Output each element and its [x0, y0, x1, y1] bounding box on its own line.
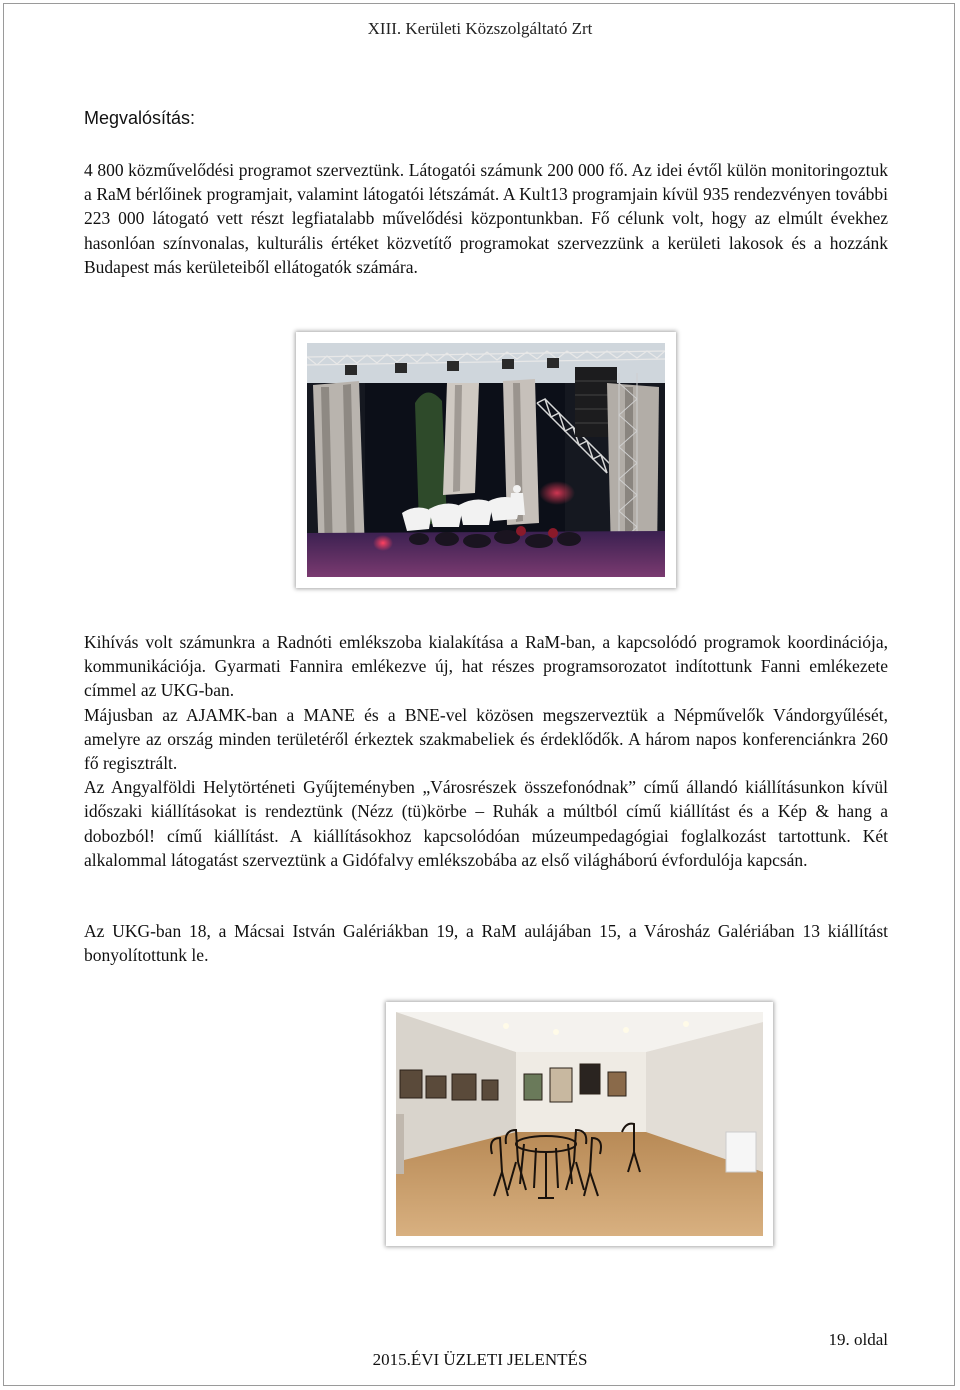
section-heading: Megvalósítás: [84, 108, 196, 128]
paragraph-intro: 4 800 közművelődési programot szerveztünk. Látogatói számunk 200 000 fő. Az idei évtől külön monitoringoztuk a RaM bérlőinek programjait, valamint látogatói létszámát. A Kult13 programjain kívül 935 rendezvényen további 223 000 látogató vett részt legfiatalabb művelődési központunkban. Fő célunk volt, hogy az elmúlt évekhez hasonlóan színvonalas, kulturális értéket közvetítő programokat szervezzünk a kerületi lakosok és a hozzánk Budapest más kerületeiből ellátogatók számára. [84, 160, 888, 277]
paragraph-radnoti: Kihívás volt számunkra a Radnóti emlékszoba kialakítása a RaM-ban, a kapcsolódó programok koordinációja, kommunikációja. Gyarmati Fannira emlékezve új, hat részes programsorozatot indítottunk Fanni emlékezete címmel az UKG-ban. [84, 632, 888, 701]
paragraph-events [84, 630, 888, 872]
gallery-room-image [396, 1012, 763, 1236]
stage-performance-photo [296, 332, 676, 588]
page-number: 19. oldal [828, 1330, 888, 1349]
page-header: XIII. Kerületi Közszolgáltató Zrt [367, 19, 593, 38]
stage-performance-image [307, 343, 665, 577]
page-footer: 2015.ÉVI ÜZLETI JELENTÉS [372, 1350, 588, 1369]
gallery-room-photo [386, 1002, 773, 1246]
paragraph-vandorgyules: Májusban az AJAMK-ban a MANE és a BNE-vel közösen megszerveztük a Népművelők Vándorgyűlését, amelyre az ország minden területéről érkeztek szakmabeliek és érdeklődők. A három napos konferenciánkra 260 fő regisztrált. [84, 704, 888, 774]
paragraph-exhibitions: Az Angyalföldi Helytörténeti Gyűjteményben „Városrészek összefonódnak” című állandó kiállításunkon kívül időszaki kiállításokat is rendeztünk (Nézz (tü)körbe – Ruhák a múltból című kiállítást és a Kép & hang a dobozból! című kiállítást. A kiállításokhoz kapcsolódóan múzeumpedagógiai foglalkozást tartottunk. Két alkalommal látogatást szerveztünk a Gidófalvy emlékszobába az első világháború évfordulója kapcsán. [84, 777, 888, 870]
paragraph-gallery-count: Az UKG-ban 18, a Mácsai István Galériákban 19, a RaM aulájában 15, a Városház Galériában 13 kiállítást bonyolítottunk le. [84, 921, 888, 966]
